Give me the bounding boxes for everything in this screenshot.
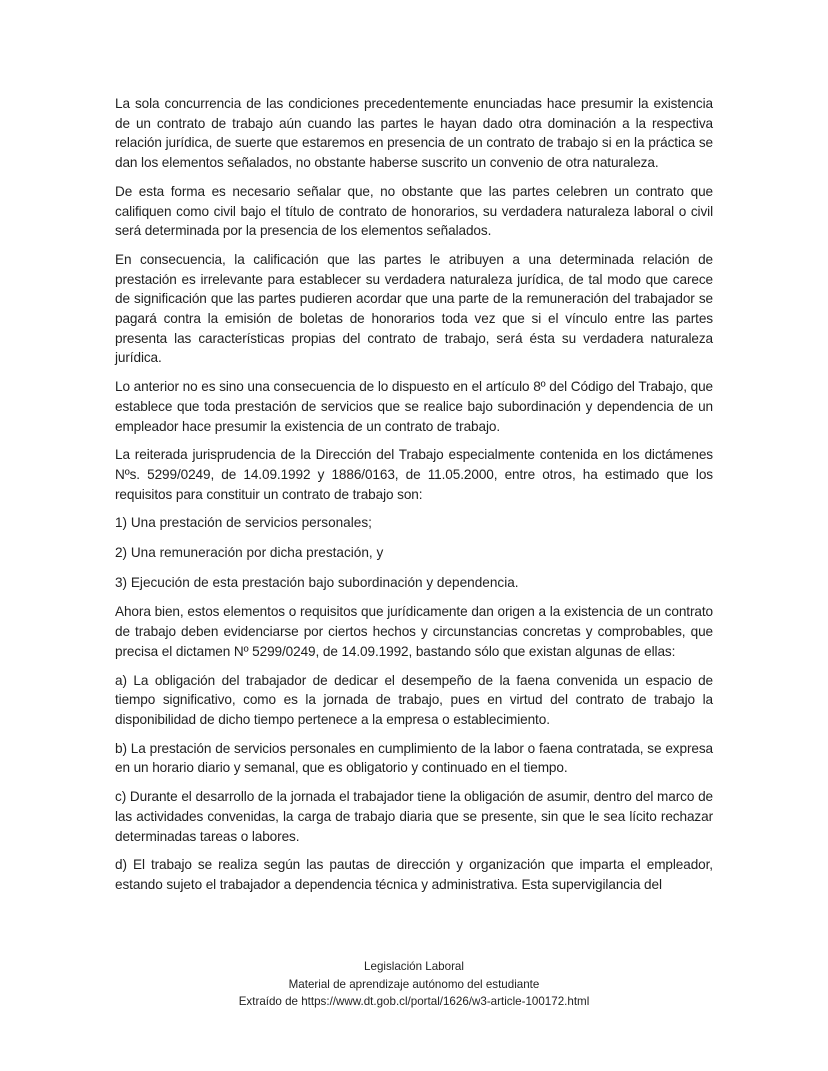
requirement-item: 1) Una prestación de servicios personales;	[115, 515, 372, 531]
footer-course-title: Legislación Laboral	[364, 960, 464, 973]
footer-material-label: Material de aprendizaje autónomo del estudiante	[288, 977, 540, 991]
requirement-item: 2) Una remuneración por dicha prestación, y	[115, 545, 384, 561]
indicator-item: d) El trabajo se realiza según las pautas de dirección y organización que imparta el empleador, estando sujeto el trabajador a dependencia técnica y administrativa. Esta supervigilancia del	[115, 857, 713, 892]
paragraph-evidence: Ahora bien, estos elementos o requisitos que jurídicamente dan origen a la existencia de un contrato de trabajo deben evidenciarse por ciertos hechos y circunstancias concretas y comprobables, que precisa el dictamen Nº 5299/0249, de 14.09.1992, bastando sólo que existan algunas de ellas:	[115, 604, 713, 659]
footer-source: Extraído de https://www.dt.gob.cl/portal/1626/w3-article-100172.html	[238, 995, 590, 1008]
indicator-item: b) La prestación de servicios personales en cumplimiento de la labor o faena contratada, se expresa en un horario diario y semanal, que es obligatorio y continuado en el tiempo.	[115, 740, 713, 776]
requirements-list	[115, 513, 713, 592]
requirement-item: 3) Ejecución de esta prestación bajo subordinación y dependencia.	[115, 574, 519, 590]
document-body	[115, 94, 713, 904]
paragraph-civil-contract: De esta forma es necesario señalar que, no obstante que las partes celebren un contrato que califiquen como civil bajo el título de contrato de honorarios, su verdadera naturaleza laboral o civil será determinada por la presencia de los elementos señalados.	[115, 183, 713, 239]
paragraph-jurisprudence: La reiterada jurisprudencia de la Dirección del Trabajo especialmente contenida en los dictámenes Nºs. 5299/0249, de 14.09.1992 y 1886/0163, de 11.05.2000, entre otros, ha estimado que los requisitos para constituir un contrato de trabajo son:	[115, 447, 713, 502]
indicator-item: c) Durante el desarrollo de la jornada el trabajador tiene la obligación de asumir, dentro del marco de las actividades convenidas, la carga de trabajo diaria que se presente, sin que le sea lícito rechazar determinadas tareas o labores.	[115, 789, 713, 844]
paragraph-qualification: En consecuencia, la calificación que las partes le atribuyen a una determinada relación de prestación es irrelevante para establecer su verdadera naturaleza jurídica, de tal modo que carece de significación que las partes pudieren acordar que una parte de la remuneración del trabajador se pagará contra la emisión de boletas de honorarios toda vez que si el vínculo entre las partes presenta las características propias del contrato de trabajo, será ésta su verdadera naturaleza jurídica.	[115, 251, 713, 366]
page-footer	[0, 958, 828, 1011]
indicators-list	[115, 671, 713, 895]
indicator-item: a) La obligación del trabajador de dedicar el desempeño de la faena convenida un espacio de tiempo significativo, como es la jornada de trabajo, pues en virtud del contrato de trabajo la disponibilidad de dicho tiempo pertenece a la empresa o establecimiento.	[115, 672, 713, 727]
paragraph-article-8: Lo anterior no es sino una consecuencia de lo dispuesto en el artículo 8º del Código del Trabajo, que establece que toda prestación de servicios que se realice bajo subordinación y dependencia de un empleador hace presumir la existencia de un contrato de trabajo.	[115, 379, 713, 434]
paragraph-presumption: La sola concurrencia de las condiciones precedentemente enunciadas hace presumir la existencia de un contrato de trabajo aún cuando las partes le hayan dado otra dominación a la respectiva relación jurídica, de suerte que estaremos en presencia de un contrato de trabajo si en la práctica se dan los elementos señalados, no obstante haberse suscrito un convenio de otra naturaleza.	[115, 96, 713, 171]
